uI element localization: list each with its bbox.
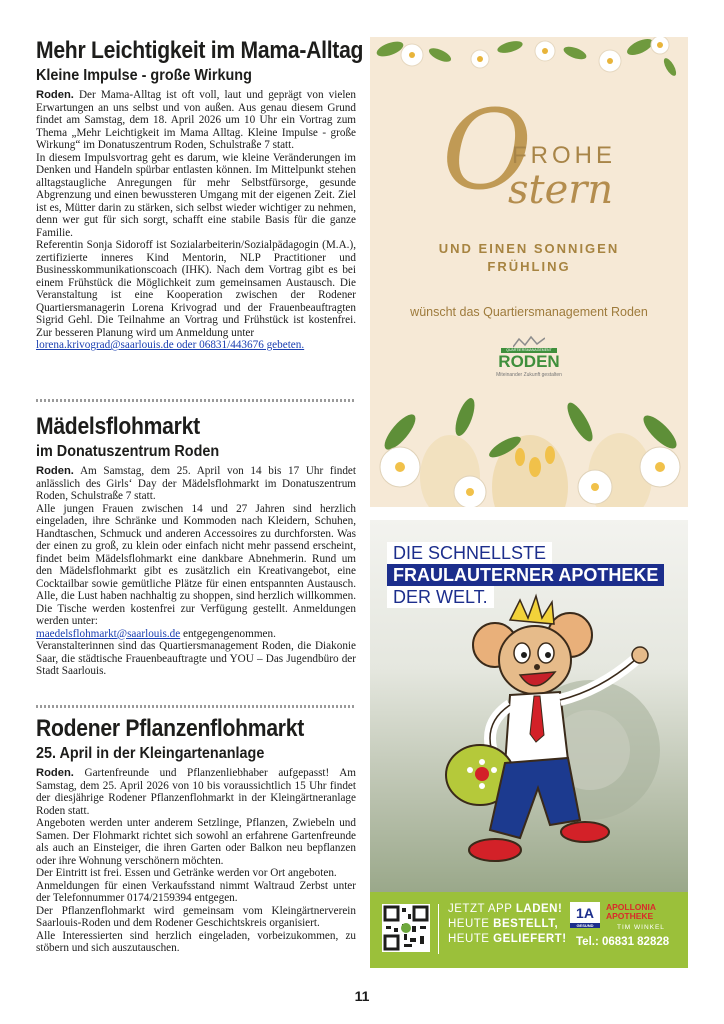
cta-bold: LADEN!: [515, 903, 563, 915]
houses-icon: [513, 335, 545, 348]
easter-advertisement: [370, 37, 688, 507]
paragraph: Veranstalterinnen sind das Quartiersmanagement Roden, die Diakonie Saar, die städtische Frauenbeauftragte und YOU – Das Jugendbüro der Stadt Saarlouis.: [36, 640, 356, 677]
headline-line-3: DER WELT.: [387, 586, 494, 608]
brand-line: APOTHEKE: [606, 911, 654, 921]
article-body: [36, 89, 356, 352]
pharmacy-brand: [606, 903, 656, 921]
article-subtitle: 25. April in der Kleingartenanlage: [36, 745, 265, 762]
logo-slogan: Miteinander Zukunft gestalten: [496, 372, 562, 378]
article-title: Rodener Pflanzenflohmarkt: [36, 715, 305, 742]
email-link[interactable]: lorena.krivograd@saarlouis.de oder 06831/443676 gebeten.: [36, 339, 305, 351]
pharmacy-owner: TIM WINKEL: [617, 924, 665, 931]
greeting-line: UND EINEN SONNIGEN: [438, 241, 620, 256]
cta-text: JETZT APP: [448, 903, 516, 915]
paragraph: Der Mama-Alltag ist oft voll, laut und geprägt von vielen Erwartungen an uns selbst und von außen. Aus genau diesem Grund findet am Samstag, dem 18. April 2026 um 10 Uhr ein Vortrag zum Thema „Mehr Leichtigkeit im Mama Alltag. Kleine Impulse - große Wirkung“ im Donatuszentrum Roden, Schulstraße 7 statt.: [36, 89, 356, 151]
pharmacy-advertisement: [370, 520, 688, 968]
pharmacy-phone[interactable]: Tel.: 06831 82828: [576, 936, 670, 948]
easter-frohe: FROHE: [512, 142, 616, 169]
cta-text: HEUTE: [448, 933, 494, 945]
article-maedelsflohmarkt: [36, 414, 356, 678]
divider: [36, 705, 356, 708]
easter-big-letter: O: [442, 86, 533, 214]
badge-text: 1A: [576, 905, 594, 921]
cta-line-3: [448, 932, 567, 947]
article-pflanzenflohmarkt: [36, 716, 356, 955]
article-body: [36, 465, 356, 678]
cta-bold: GELIEFERT!: [493, 933, 567, 945]
paragraph: entgegengenommen.: [180, 627, 276, 640]
easter-greeting: [370, 240, 688, 276]
roden-logo: [493, 335, 565, 381]
paragraph: In diesem Impulsvortrag geht es darum, wie kleine Veränderungen im Denken und Handeln spürbar entlasten können. Im Mittelpunkt stehen alltagstaugliche Anregungen für mehr Selbstfürsorge, gesunde Abgrenzung und einen bewussteren Umgang mit der eigenen Zeit. Ziel ist es, Mütter darin zu stärken, sich selbst wieder wichtiger zu nehmen, denn wer gut für sich sorgt, schafft eine stabile Basis für die ganze Familie.: [36, 151, 356, 239]
article-subtitle: im Donatuszentrum Roden: [36, 443, 220, 460]
cta-bold: BESTELLT,: [493, 918, 559, 930]
easter-sender: wünscht das Quartiersmanagement Roden: [410, 305, 648, 319]
pharmacy-info-bar: [370, 892, 688, 968]
1a-badge-icon: [570, 902, 600, 928]
page-number: 11: [354, 988, 370, 1004]
article-lead: Roden.: [36, 465, 74, 477]
logo-top-text: QUARTIERSMANAGEMENT: [506, 348, 552, 352]
cta-line-1: [448, 902, 562, 917]
cta-text: HEUTE: [448, 918, 494, 930]
article-lead: Roden.: [36, 767, 74, 779]
paragraph: Am Samstag, dem 25. April von 14 bis 17 Uhr findet anlässlich des Girls‘ Day der Mädelsflohmarkt im Donatuszentrum Roden, Schulstraße 7 statt.: [36, 465, 356, 502]
badge-small: GESUND: [570, 923, 600, 928]
paragraph: Gartenfreunde und Pflanzenliebhaber aufgepasst! Am Samstag, dem 25. April 2026 von 10 bis voraussichtlich 15 Uhr findet der diesjährige Rodener Pflanzenflohmarkt in der Kleingärtneranlage Roden statt.: [36, 767, 356, 817]
article-mama-alltag: [36, 37, 364, 352]
paragraph: Anmeldungen für einen Verkaufsstand nimmt Waltraud Zerbst unter der Telefonnummer 0174/2159394 entgegen.: [36, 879, 356, 904]
qr-code-icon[interactable]: [382, 904, 430, 952]
paragraph: Angeboten werden unter anderem Setzlinge, Pflanzen, Zwiebeln und Samen. Der Flohmarkt richtet sich sowohl an erfahrene Gartenfreunde als auch an Einsteiger, die ihren Garten oder Balkon neu bepflanzen oder ihre Wohnung verschönern möchten.: [36, 817, 356, 867]
qr-pattern-icon: [382, 904, 430, 952]
brand-line: APOLLONIA: [606, 902, 657, 912]
easter-stern: stern: [508, 167, 614, 213]
cta-line-2: [448, 917, 558, 932]
article-lead: Roden.: [36, 89, 74, 101]
separator: [438, 904, 439, 954]
article-title: Mehr Leichtigkeit im Mama-Alltag: [36, 37, 364, 64]
paragraph: Referentin Sonja Sidoroff ist Sozialarbeiterin/Sozialpädagogin (M.A.), zertifizierte inneres Kind Mentorin, NLP Practitioner und Businesskommunikationscoach (IHK). Nach dem Vortrag gibt es bei einem Frühstück die Möglichkeit zum gemeinsamen Austausch. Die Veranstaltung ist eine Kooperation zwischen der Rodener Quartiersmanagerin Lorena Krivograd und der Frauenbeauftragten Sigrid Gehl. Die Teilnahme an Vortrag und Frühstück ist kostenfrei. Zur besseren Planung wird um Anmeldung unter: [36, 239, 356, 339]
paragraph: Der Pflanzenflohmarkt wird gemeinsam vom Kleingärtnerverein Saarlouis-Roden und dem Rodener Geschichtskreis organisiert.: [36, 904, 356, 929]
article-title: Mädelsflohmarkt: [36, 413, 200, 440]
logo-name: RODEN: [498, 352, 560, 371]
article-body: [36, 767, 356, 955]
headline-line-2: FRAULAUTERNER APOTHEKE: [387, 564, 664, 586]
divider: [36, 399, 356, 402]
paragraph: Der Eintritt ist frei. Essen und Getränke werden vor Ort angeboten.: [36, 867, 337, 879]
greeting-line: FRÜHLING: [487, 259, 571, 274]
headline-line-1: DIE SCHNELLSTE: [387, 542, 552, 564]
article-subtitle: Kleine Impulse - große Wirkung: [36, 67, 252, 84]
paragraph: Alle jungen Frauen zwischen 14 und 27 Jahren sind herzlich eingeladen, ihre Schränke und Kommoden nach Kleidern, Schuhen, Handtaschen, Schmuck und anderen Accessoires zu durchforsten. Was der einen zu groß, zu klein oder einfach nicht mehr passend erscheint, findet beim Mädelsflohmarkt eine dankbare Abnehmerin. Rund um den Mädelsflohmarkt gibt es zusätzlich ein Kreativangebot, eine Cocktailbar sowie gemütliche Plätze für einen entspannten Austausch. Alle, die Lust haben nachhaltig zu shoppen, sind herzlich willkommen. Die Tische werden kostenfrei zur Verfügung gestellt. Anmeldungen werden unter:: [36, 502, 356, 627]
email-link[interactable]: maedelsflohmarkt@saarlouis.de: [36, 627, 181, 640]
paragraph: Alle Interessierten sind herzlich eingeladen, vorbeizukommen, zu stöbern und sich auszutauschen.: [36, 929, 356, 954]
